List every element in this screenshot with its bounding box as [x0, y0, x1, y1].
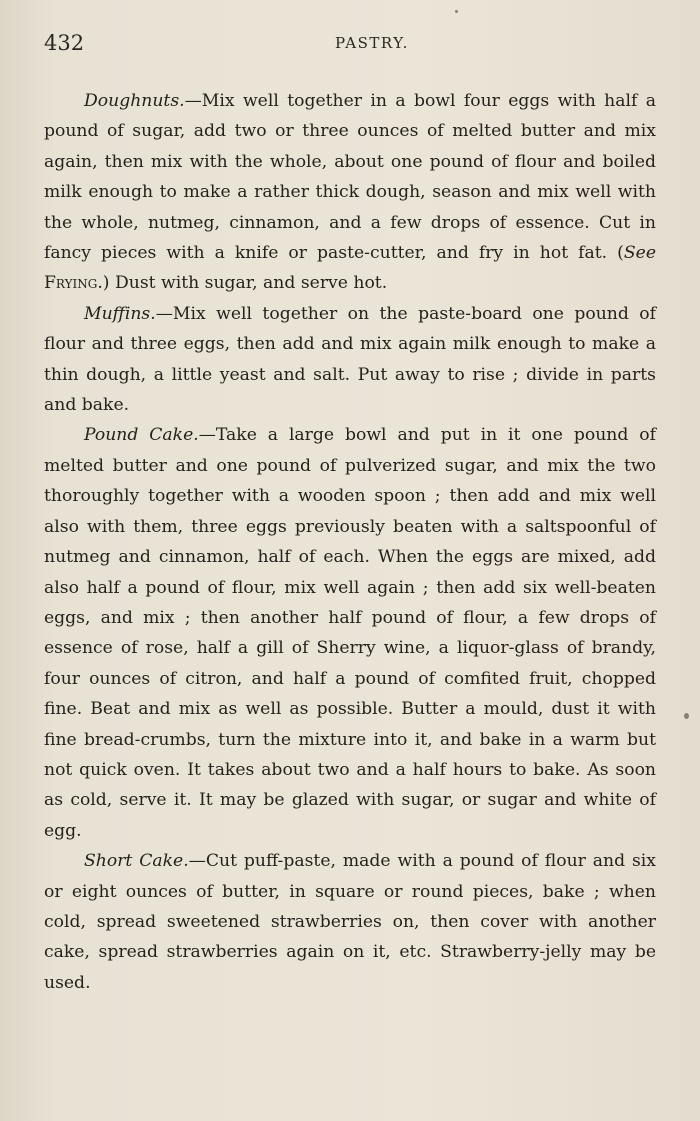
recipe-title: Pound Cake.: [84, 425, 199, 446]
recipe-text: —Mix well together on the paste-board one pound of flour and three eggs, then add and mix again milk enough to make a thin dough, a little yeast and salt. Put away to rise ; divide in parts and bake.: [44, 303, 656, 416]
recipe-title: Doughnuts.: [84, 91, 185, 111]
see-reference: See: [623, 243, 656, 264]
running-head: PASTRY.: [335, 34, 409, 52]
recipe-pound-cake: [44, 420, 656, 846]
page-number: 432: [44, 31, 85, 55]
recipe-text: —Mix well together in a bowl four eggs with half a pound of sugar, add two or three ounces of melted butter and mix again, then mix with the whole, about one pound of flour and boiled milk enough to make a rather thick dough, season and mix well with the whole, nutmeg, cinnamon, and a few drops of essence. Cut in fancy pieces with a knife or paste-cutter, and fry in hot fat. (: [44, 91, 656, 264]
recipe-muffins: [44, 299, 656, 421]
recipe-doughnuts: [44, 86, 656, 299]
page-header: [44, 31, 660, 59]
paper-speck: [684, 713, 689, 719]
cross-reference: Frying: [44, 273, 98, 294]
recipe-title: Short Cake.: [84, 851, 189, 872]
paper-speck: [455, 10, 458, 13]
recipe-text-end: .) Dust with sugar, and serve hot.: [97, 273, 388, 294]
page-body: [44, 86, 656, 998]
recipe-short-cake: [44, 846, 656, 998]
recipe-text: —Take a large bowl and put in it one pound of melted butter and one pound of pulverized sugar, and mix the two thoroughly together with a wooden spoon ; then add and mix well also with them, three eggs previously beaten with a saltspoonful of nutmeg and cinnamon, half of each. When the eggs are mixed, add also half a pound of flour, mix well again ; then add six well-beaten eggs, and mix ; then another half pound of flour, a few drops of essence of rose, half a gill of Sherry wine, a liquor-glass of brandy, four ounces of citron, and half a pound of comfited fruit, chopped fine. Beat and mix as well as possible. Butter a mould, dust it with fine bread-crumbs, turn the mixture into it, and bake in a warm but not quick oven. It takes about two and a half hours to bake. As soon as cold, serve it. It may be glazed with sugar, or sugar and white of egg.: [44, 425, 656, 841]
recipe-text: —Cut puff-paste, made with a pound of flour and six or eight ounces of butter, in square or round pieces, bake ; when cold, spread sweetened strawberries on, then cover with another cake, spread strawberries again on it, etc. Strawberry-jelly may be used.: [44, 851, 656, 993]
recipe-title: Muffins.: [84, 303, 156, 324]
